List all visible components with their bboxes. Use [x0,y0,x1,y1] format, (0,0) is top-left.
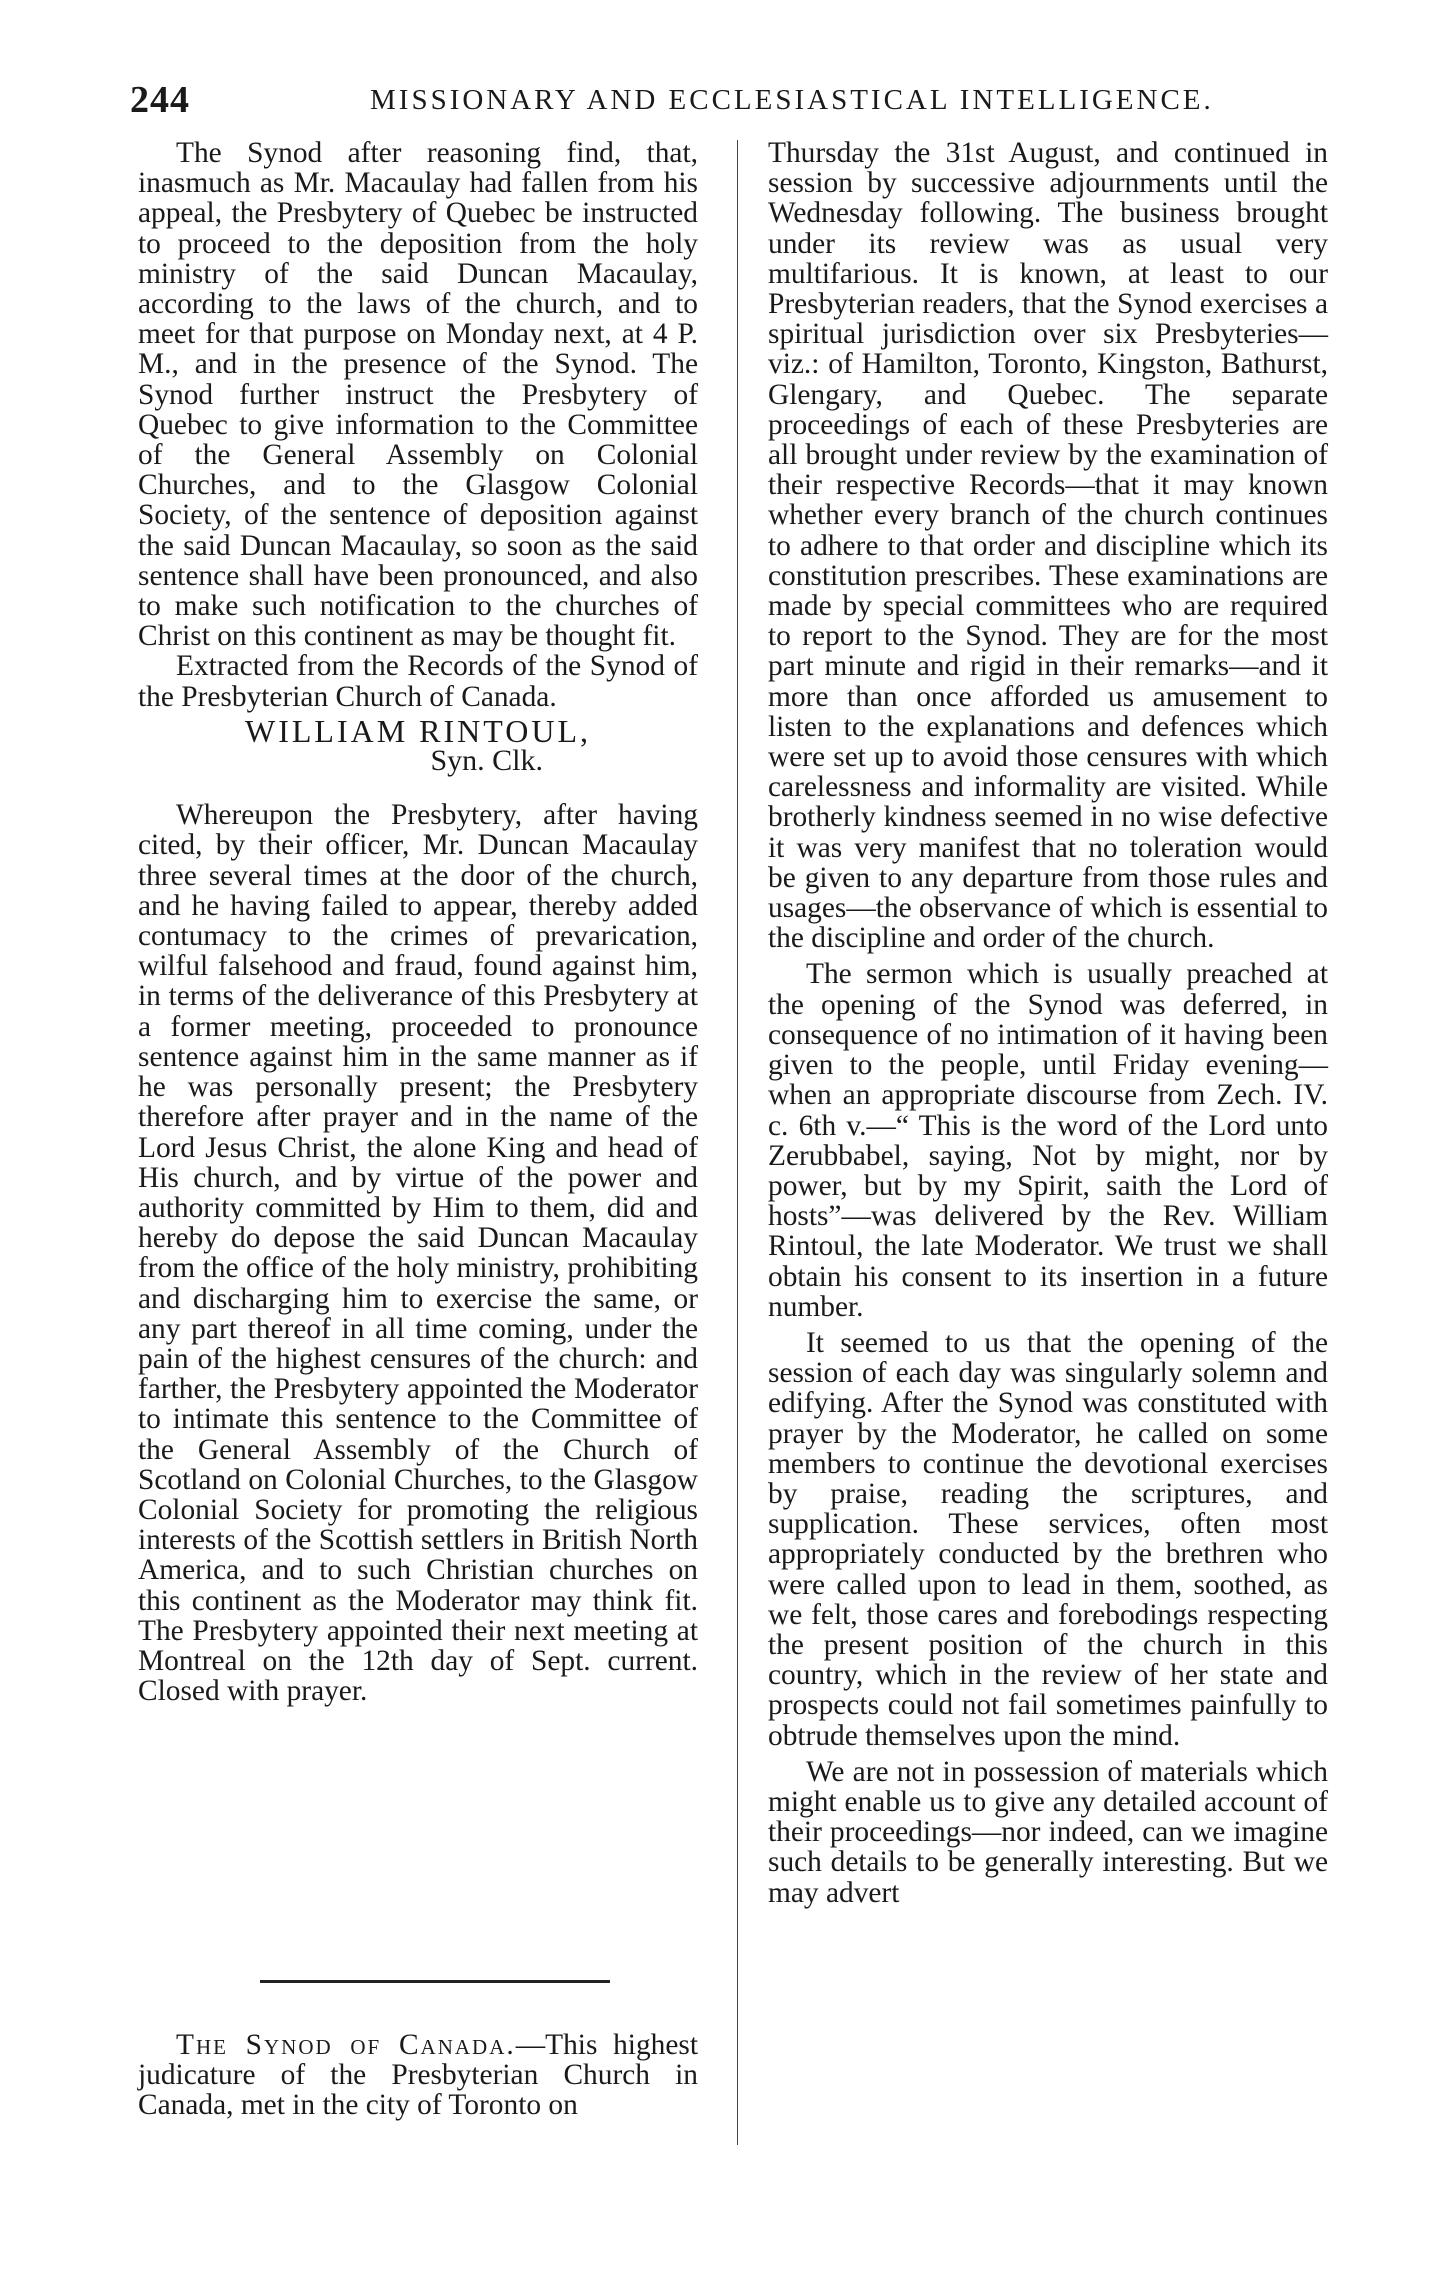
materials-paragraph: We are not in possession of materials which might enable us to give any detailed account of their proceedings—nor indeed, can we imagine such details to be generally interesting. But we may advert [768,1755,1328,1909]
section-rule [260,1980,610,1983]
running-title: MISSIONARY AND ECCLESIASTICAL INTELLIGENCE. [370,84,1214,116]
extract-note: Extracted from the Records of the Synod of the Presbyterian Church of Canada. [138,650,698,713]
synod-resolution-paragraph: The Synod after reasoning find, that, inasmuch as Mr. Macaulay had fallen from his appeal, the Presbytery of Quebec be instructed to proceed to the deposition from the holy ministry of the said Duncan Macaulay, according to the laws of the church, and to meet for that purpose on Monday next, at 4 P. M., and in the presence of the Synod. The Synod further instruct the Presbytery of Quebec to give information to the Committee of the General Assembly on Colonial Churches, and to the Glasgow Colonial Society, of the sentence of deposition against the said Duncan Macaulay, so soon as the said sentence shall have been pronounced, and also to make such notification to the churches of Christ on this continent as may be thought fit. [138,137,698,653]
right-column [768,138,1328,1908]
left-column [138,138,698,1706]
signatory-title: Syn. Clk. [430,744,543,778]
left-column-footer [138,2030,698,2121]
deposition-paragraph: Whereupon the Presbytery, after having cited, by their officer, Mr. Duncan Macaulay three several times at the door of the church, and he having failed to appear, thereby added contumacy to the crimes of prevarication, wilful falsehood and fraud, found against him, in terms of the deliverance of this Presbytery at a former meeting, proceeded to pronounce sentence against him in the same manner as if he was personally present; the Presbytery therefore after prayer and in the name of the Lord Jesus Christ, the alone King and head of His church, and by virtue of the power and authority committed by Him to them, did and hereby do depose the said Duncan Macaulay from the office of the holy ministry, prohibiting and discharging him to exercise the same, or any part thereof in all time coming, under the pain of the highest censures of the church: and farther, the Presbytery appointed the Moderator to intimate this sentence to the Committee of the General Assembly of the Church of Scotland on Colonial Churches, to the Glasgow Colonial Society for promoting the religious interests of the Scottish settlers in British North America, and to such Christian churches on this continent as the Moderator may think fit. The Presbytery appointed their next meeting at Montreal on the 12th day of Sept. current. Closed with prayer. [138,799,698,1708]
column-divider [737,140,738,2145]
running-header [130,78,1330,128]
session-opening-paragraph: It seemed to us that the opening of the session of each day was singularly solemn and edifying. After the Synod was constituted with prayer by the Moderator, he called on some members to continue the devotional exercises by praise, reading the scriptures, and supplication. These services, often most appropriately conducted by the brethren who were called upon to lead in them, soothed, as we felt, those cares and forebodings respecting the present position of the church in this country, which in the review of her state and prospects could not fail sometimes painfully to obtrude themselves upon the mind. [768,1326,1328,1752]
synod-session-paragraph: Thursday the 31st August, and continued in session by successive adjournments until the Wednesday following. The business brought under its review was as usual very multifarious. It is known, at least to our Presbyterian readers, that the Synod exercises a spiritual jurisdiction over six Presbyteries—viz.: of Hamilton, Toronto, Kingston, Bathurst, Glengary, and Quebec. The separate proceedings of each of these Presbyteries are all brought under review by the examination of their respective Records—that it may known whether every branch of the church continues to adhere to that order and discipline which its constitution prescribes. These examinations are made by special committees who are required to report to the Synod. They are for the most part minute and rigid in their remarks—and it more than once afforded us amusement to listen to the explanations and defences which were set up to avoid those censures with which carelessness and informality are visited. While brotherly kindness seemed in no wise defective it was very manifest that no toleration would be given to any departure from those rules and usages—the observance of which is essential to the discipline and order of the church. [768,137,1328,955]
sermon-paragraph: The sermon which is usually preached at the opening of the Synod was deferred, in consequence of no intimation of it having been given to the people, until Friday evening—when an appropriate discourse from Zech. IV. c. 6th v.—“ This is the word of the Lord unto Zerubbabel, saying, Not by might, nor by power, but by my Spirit, saith the Lord of hosts”—was delivered by the Rev. William Rintoul, the late Moderator. We trust we shall obtain his consent to its insertion in a future number. [768,958,1328,1323]
page-number: 244 [130,79,190,121]
section-heading: The Synod of Canada. [176,2029,516,2061]
synod-of-canada-paragraph [138,2030,698,2121]
synod-of-canada-text: —This highest judicature of the Presbyterian Church in Canada, met in the city of Toronto on [138,2029,698,2122]
signatory-name: WILLIAM RINTOUL, [244,712,591,749]
